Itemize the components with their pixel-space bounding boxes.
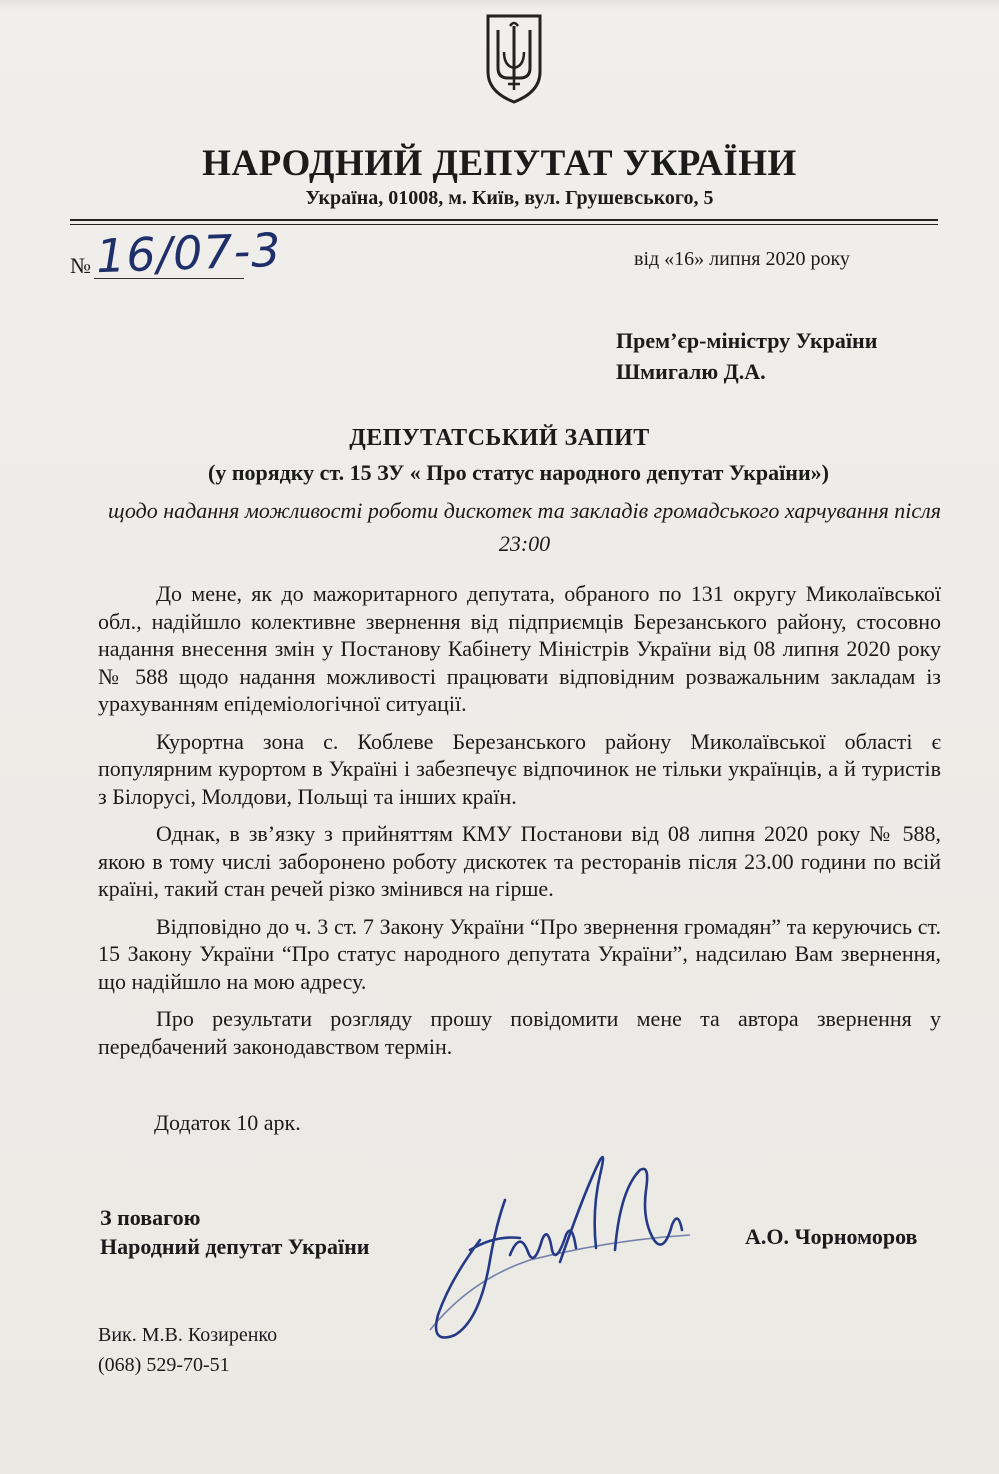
trident-emblem-icon [484, 12, 544, 104]
document-title: ДЕПУТАТСЬКИЙ ЗАПИТ [349, 425, 650, 451]
executor-name: Вик. М.В. Козиренко [98, 1324, 278, 1346]
executor-phone: (068) 529-70-51 [98, 1354, 230, 1376]
addressee-block [616, 325, 877, 387]
body-paragraph: Відповідно до ч. 3 ст. 7 Закону України “Про звернення громадян” та керуючись ст. 15 Закону України “Про статус народного депутата України”, надсилаю Вам звернення, що надійшло на мою адресу. [98, 913, 941, 994]
addressee-name: Шмигалю Д.А. [616, 359, 766, 384]
document-date: від «16» липня 2020 року [634, 248, 850, 270]
document-subtitle: (у порядку ст. 15 ЗУ « Про статус народного депутат України») [208, 460, 829, 485]
signature-icon [410, 1130, 710, 1360]
document-subject: щодо надання можливості роботи дискотек та закладів громадського харчування після 23:00 [108, 498, 941, 556]
header-address: Україна, 01008, м. Київ, вул. Грушевського, 5 [305, 187, 714, 209]
closing-salutation: З повагою [100, 1205, 201, 1230]
body-paragraph: Курортна зона с. Коблеве Березанського району Миколаївської області є популярним курортом в Україні і забезпечує відпочинок не тільки українців, а й туристів з Білорусі, Молдови, Польщі та інших країн. [98, 728, 941, 809]
reference-number-label: № [70, 253, 91, 278]
page-shadow [0, 0, 999, 10]
body-paragraph: Про результати розгляду прошу повідомити мене та автора звернення у передбачений законодавством термін. [98, 1006, 941, 1059]
closing-title: Народний депутат України [100, 1234, 370, 1259]
letter-body [98, 580, 941, 1070]
signer-name: А.О. Чорноморов [745, 1224, 918, 1249]
reference-number: 16/07-3 [95, 222, 283, 284]
body-paragraph: До мене, як до мажоритарного депутата, обраного по 131 округу Миколаївської обл., надійшло колективне звернення від підприємців Березанського району, стосовно надання внесення змін у Постанову Кабінету Міністрів України від 08 липня 2020 року № 588 щодо надання можливості працювати відповідним розважальним закладам із урахуванням епідеміологічної ситуації. [98, 581, 941, 716]
body-paragraph: Однак, в зв’язку з прийняттям КМУ Постанови від 08 липня 2020 року № 588, якою в тому числі заборонено роботу дискотек та ресторанів після 23.00 години по всій країні, такий стан речей різко змінився на гірше. [98, 821, 941, 901]
header-title: НАРОДНИЙ ДЕПУТАТ УКРАЇНИ [202, 143, 797, 184]
addressee-position: Прем’єр-міністру України [616, 328, 878, 353]
header-divider [70, 219, 938, 221]
attachment-note: Додаток 10 арк. [154, 1110, 301, 1135]
executor-block [98, 1320, 277, 1380]
closing-block [100, 1203, 369, 1261]
